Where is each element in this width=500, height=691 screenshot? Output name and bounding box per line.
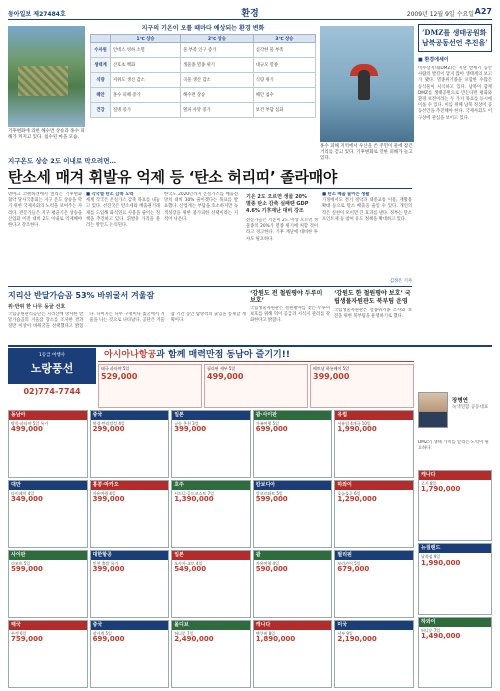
ad-box-text: 규슈 온천 3일 [174,421,199,426]
deal-price: 529,000 [101,372,138,381]
ad-box-price: 349,000 [11,495,43,504]
ad-box-price: 599,000 [255,495,288,504]
headline-rule [8,188,412,189]
ad-box-body [91,630,169,643]
sidebar-title-box [418,24,492,52]
ad-box-title: 중국 [91,411,169,420]
side-ad-stack [418,470,492,688]
table-cell: 보건 부담 심화 [253,103,315,118]
ad-box-text: 서부 9일 [337,631,353,636]
ad-box[interactable] [90,480,170,548]
ad-box-text: 가족여행 5일 [255,421,279,426]
deal-name: 필리핀 세부 5일 [207,366,236,371]
main-column-4: 전문가들은 기온이 2도 이상 오르면 생물종의 20%가 멸종 위기에 처할 것이라고 경고한다. 기후 재난에 대비한 투자도 필요하다. [246,218,318,242]
ad-box-body [9,630,87,643]
sidebar-body-continued: DMZ의 생태 가치를 알리는 노력이 필요하다. [418,440,489,452]
deal-price: 399,000 [313,372,350,381]
banner-airline: 아시아나항공 [104,350,157,360]
ad-box-text: 허니문 7일 [174,631,194,636]
ad-box-price: 399,000 [174,425,207,434]
ad-box-body [9,490,87,503]
ad-box-text: 오사카·교토 4일 [174,561,203,566]
ad-box-body [9,560,87,573]
banner-headline: 과 함께 매력만점 동남아 즐기기!! [156,350,290,360]
table-cell: 열파 사망 증가 [181,103,254,118]
featured-deals [98,364,414,408]
table-row [91,88,316,103]
table-cell: 대규모 멸종 [253,58,315,73]
ad-box-price: 1,790,000 [421,485,461,494]
deal-price: 499,000 [207,372,244,381]
row-label: 식량 [91,73,111,88]
main-column-3: 한국도 2020년까지 온실가스를 배출전망치 대비 30% 줄이겠다는 목표를 발표했다. 산업계는 부담을 호소하지만 녹색성장을 위한 불가피한 선택이라는 지적이 나온다. [164,192,238,222]
table-cell: 질병 증가 [111,103,181,118]
ad-box-title: 뉴질랜드 [419,544,491,553]
ad-box-body [419,627,491,640]
ad-box-title: 대만 [9,481,87,490]
table-header-cell: 3℃ 상승 [253,35,315,43]
page-number: A27 [474,7,492,16]
ad-box-body [335,420,413,433]
right-photo-caption: 홍수 피해 지역에서 우산을 쓴 주민이 물에 잠긴 거리를 걷고 있다. 기후변화로 인한 피해가 늘고 있다. [320,144,413,161]
ad-box-text: 자유여행 4일 [255,561,279,566]
row-label: 해안 [91,88,111,103]
ad-box-title: 대한항공 [91,551,169,560]
column-2-text: 세계 각국은 온실가스 감축 목표를 내놓고 있다. 선진국은 탄소세와 배출권거래제를 도입해 화석연료 사용을 줄이는 정책을 추진하고 있다. 휘발유 가격을 올리는 방안도 논의된다. [86,198,160,229]
table-cell: 산호초 백화 [111,58,181,73]
person-silhouette [358,70,370,100]
author-box [418,390,492,438]
ad-box-price: 2,490,000 [174,635,214,644]
ad-box[interactable] [253,480,333,548]
ad-box-price: 1,390,000 [174,495,214,504]
ad-box-title: 필리핀 [335,551,413,560]
bear-story-body: 국립공원관리공단은 지리산에 방사한 반달가슴곰의 겨울잠 장소를 조사한 결과 절반 이상이 바위굴을 선택했다고 밝혔다. 나머지는 나무 구멍이나 흙굴에서 겨울을 나는 것으로 나타났다. 공단은 겨울잠 기간 동안 탐방객의 출입을 통제할 계획이다. [8,312,246,330]
ad-box-body [254,490,332,503]
ad-box-body [9,420,87,433]
ad-box-title: 괌·사이판 [254,411,332,420]
deal-name: 베트남 하롱베이 5일 [313,366,349,371]
author-portrait [418,392,448,428]
ad-box-text: 보라카이 5일 [337,561,361,566]
ad-box-title: 일본 [172,551,250,560]
ad-box[interactable] [334,410,414,478]
ad-box-title: 캄보디아 [254,481,332,490]
ad-box[interactable] [90,620,170,688]
bear-story-kicker: 위·반위 한 나무 동굴 선호 [8,304,66,310]
ad-box[interactable] [334,620,414,688]
ad-box-body [172,630,250,643]
ad-box-text: 리조트 5일 [11,561,31,566]
bio-story-body: 국립생물자원관은 멸종위기종 조사와 보전을 위한 북부팀을 운영하기로 했다. [334,308,412,320]
ad-box-body [172,420,250,433]
ad-box[interactable] [171,480,251,548]
ad-box-body [335,560,413,573]
ad-box-body [254,420,332,433]
ad-box-title: 일본 [172,411,250,420]
ad-box-price: 399,000 [92,565,125,574]
table-header-cell: 2℃ 상승 [181,35,254,43]
ad-box-price: 399,000 [92,495,125,504]
table-row [91,43,316,58]
bio-story-title: ‘강원도 한 철원평야 보호’ 국립생물자원관도 북부팀 운영 [334,290,411,305]
ad-box-text: 서유럽 4개국 10일 [337,421,371,426]
table-cell: 해수면 상승 [181,88,254,103]
ad-box-text: 남북섬 9일 [421,554,441,560]
sidebar-title-line2: 남북공동선언 추진을’ [422,38,488,47]
ad-box-title: 태국 [9,621,87,630]
ad-box-title: 괌 [254,551,332,560]
author-role: 녹색연합 공동대표 [452,405,489,410]
ad-box[interactable] [8,550,88,618]
bear-story-title: 지리산 반달가슴곰 53% 바위굴서 겨울잠 [8,291,155,300]
column-5-text: 가정에서도 전기 절약과 대중교통 이용, 재활용 확대 등으로 탄소 배출을 줄일 수 있다. 개인의 작은 실천이 모이면 큰 효과를 낸다. 정부는 탄소포인트제 등 참여 유도 정책을 확대하고 있다. [322,198,412,222]
publication-name: 동아일보 제27484호 [8,11,66,18]
ad-box-body [91,420,169,433]
ad-box-title: 사이판 [9,551,87,560]
flood-street-photo [320,26,414,142]
table-cell: 곡물 생산 감소 [181,73,254,88]
ad-box-title: 호주 [172,481,250,490]
column-5-subhead: ■ 탄소 배출 줄이는 생활 [322,192,370,197]
travel-ads-area [8,348,414,688]
ad-box-title: 몰디브 [172,621,250,630]
ad-box-price: 679,000 [337,565,370,574]
row-label: 수자원 [91,43,111,58]
section-title: 환경 [241,9,259,19]
ad-box-body [335,490,413,503]
ad-box-body [172,560,250,573]
ad-box-title: 유럽 [335,411,413,420]
main-kicker: 지구온도 상승 2도 이내로 막으려면… [8,157,116,165]
ad-box-price: 1,290,000 [337,495,377,504]
sidebar-title-line1: ‘DMZ를 생태공원화 [422,28,487,37]
ad-box-price: 2,190,000 [337,635,377,644]
ad-box-price: 759,000 [11,635,43,644]
left-photo-caption: 기후변화에 의한 해수면 상승과 홍수 피해가 커지고 있다. 침수된 마을 모습. [8,129,85,140]
ad-box-text: 장가계 5일 [92,631,112,636]
issue-date: 2009년 12월 9일 수요일 [406,11,474,18]
masthead [8,6,492,20]
ad-box-text: 북경·만리장성 4일 [92,421,125,426]
ad-box[interactable] [171,620,251,688]
agency-phone: 02)774-7744 [8,384,96,400]
ad-box-price: 1,890,000 [255,635,296,644]
crane-story-body: 국립생물자원관은 철원평야를 찾는 두루미 보호를 위해 먹이 공급과 서식지 관리를 강화한다고 밝혔다. [250,306,330,324]
ad-box-body [172,490,250,503]
section-divider [8,286,412,287]
ad-box-body [335,630,413,643]
table-header-cell: 1℃ 상승 [111,35,181,43]
ad-box-price: 499,000 [11,425,43,434]
ad-box-text: 방콕·파타야 5일 특가 [11,421,49,426]
ad-box-text: 시드니·골드코스트 7일 [174,491,215,496]
ad-box-price: 1,490,000 [421,631,461,640]
deal-name: 태국 파타야 5일 [101,366,130,371]
agency-tagline: 1등급 여행사 [38,353,66,358]
table-body [91,43,316,118]
main-headline: 탄소세 매겨 휘발유 억제 등 ‘탄소 허리띠’ 졸라매야 [8,168,338,186]
ad-box[interactable] [334,480,414,548]
table-cell: 저위도 생산 감소 [111,73,181,88]
ad-box[interactable] [8,410,88,478]
ad-box-text: 앙코르와트 5일 [255,491,283,496]
table-cell: 해안 침수 [253,88,315,103]
table-cell: 물 부족 인구 증가 [181,43,254,58]
main-deck: 기온 2도 오르면 생물 20% 멸종 탄소 감축 실패땐 GDP 4.6% 기후재난 대비 강조 [246,194,309,214]
ad-box[interactable] [418,470,492,541]
table-cell: 심각한 물 부족 [253,43,315,58]
table-header-row [91,35,316,43]
agency-brand: 노랑풍선 [30,362,74,375]
sidebar-column [418,24,492,256]
ad-box-body [419,480,491,493]
ad-box-title: 하와이 [335,481,413,490]
ad-box[interactable] [171,410,251,478]
travel-agency-ad[interactable] [8,348,96,400]
ad-box-price: 590,000 [255,565,288,574]
ad-box-body [91,560,169,573]
main-column-2 [86,192,160,284]
ad-box-body [91,490,169,503]
ad-box[interactable] [253,410,333,478]
ad-box-title: 미국 [335,621,413,630]
ad-box-body [254,630,332,643]
table-row [91,58,316,73]
table-row [91,73,316,88]
ad-box-title: 하와이 [419,618,491,627]
ad-box-text: 푸켓 6일 [11,631,27,636]
main-byline: 김정은 기자 [389,279,412,284]
ad-box-title: 중국 [91,621,169,630]
deal-cell[interactable] [310,364,414,408]
ad-box-price: 699,000 [255,425,288,434]
ad-divider [8,345,492,347]
ad-box[interactable] [253,620,333,688]
ad-box-price: 1,990,000 [337,425,377,434]
ad-box[interactable] [253,550,333,618]
ad-box-title: 동남아 [9,411,87,420]
column-2-subhead: ■ 각국별 탄소 감축 노력 [86,192,134,197]
ad-box[interactable] [90,550,170,618]
table-row [91,103,316,118]
ad-box[interactable] [8,480,88,548]
ad-box-text: 자유여행 4일 [92,491,116,496]
main-column-5 [322,192,412,284]
table-cell: 홍수 피해 증가 [111,88,181,103]
crane-story-title: ‘강원도 전 철원평야 두루미 보호’ [250,290,323,304]
deal-cell[interactable] [204,364,308,408]
ad-box-title: 캐나다 [254,621,332,630]
banner-text [98,348,414,362]
ad-grid [8,410,414,688]
ad-box[interactable] [334,550,414,618]
ad-box-price: 549,000 [174,565,207,574]
ad-box[interactable] [418,617,492,688]
row-label: 생태계 [91,58,111,73]
table-cell: 생물종 멸종 위기 [181,58,254,73]
ad-box-text: 인천 출발 특가 [92,561,119,566]
table-title: 지구의 기온이 오를 때마다 예상되는 환경 변화 [141,25,265,32]
airline-banner[interactable] [98,348,414,362]
ad-box-title: 캐나다 [419,471,491,480]
impact-table [90,34,316,118]
deal-cell[interactable] [98,364,202,408]
ad-box[interactable] [418,543,492,614]
ad-box-text: 호놀룰루 6일 [337,491,361,496]
flood-village-photo [8,26,85,127]
climate-impact-table [90,24,316,118]
sidebar-body: 비무장지대(DMZ)는 지난 반세기 동안 사람의 발길이 닿지 않아 생태계의 보고가 됐다. 멸종위기종을 포함한 수많은 동식물이 서식하고 있다. 남북이 함께 DMZ를 생태공원으로 만든다면 평화와 환경 보전이라는 두 가지 목표를 동시에 이룰 수 있다. 이를 위해 남북 정상이 공동선언을 추진해야 한다. 국제사회도 이 구상에 관심을 보이고 있다. [418,66,492,121]
ad-box[interactable] [8,620,88,688]
ad-box-price: 1,990,000 [421,558,461,567]
ad-box-text: 타이페이 4일 [11,491,35,496]
main-column-1: 덴마크 코펜하겐에서 열리는 기후변화협약 당사국총회는 지구 온도 상승을 막기 위한 국제사회의 노력을 보여주는 자리다. 전문가들은 지구 평균기온 상승을 산업화 이전 대비 2도 이내로 억제해야 한다고 강조한다. [8,192,82,229]
ad-box-text: 밴쿠버 8일 [255,631,276,636]
ad-box-price: 299,000 [92,425,125,434]
ad-box-body [419,553,491,566]
ad-box[interactable] [171,550,251,618]
table-header-cell [91,35,111,43]
ad-box-text: 허니문 7일 [421,627,441,633]
row-label: 건강 [91,103,111,118]
ad-box-title: 홍콩·마카오 [91,481,169,490]
table-cell: 식량 위기 [253,73,315,88]
table-cell: 안데스 빙하 소멸 [111,43,181,58]
ad-box-text: 로키 8일 [421,481,437,486]
ad-box-price: 699,000 [92,635,125,644]
sidebar-label: ■ 환경에세이 [418,57,449,63]
ad-box-body [254,560,332,573]
author-name: 장병연 [452,398,468,404]
ad-box[interactable] [90,410,170,478]
ad-box-price: 599,000 [11,565,43,574]
